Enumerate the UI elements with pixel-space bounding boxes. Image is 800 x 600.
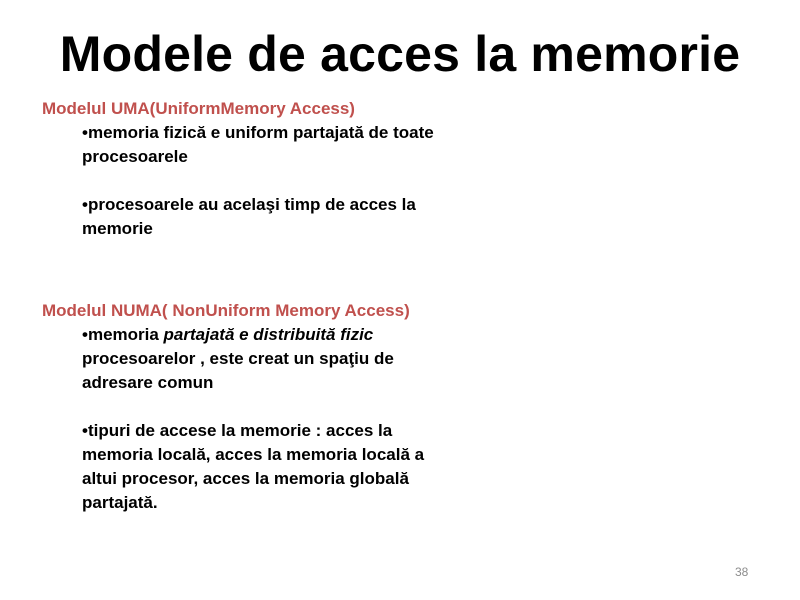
spacer (42, 169, 462, 193)
bullet-numa-2 (82, 419, 442, 515)
bullet-text: procesoarele au acelaşi timp de acces la memorie (82, 195, 416, 238)
bullet-marker: • (82, 325, 88, 344)
section-heading-numa: Modelul NUMA( NonUniform Memory Access) (42, 301, 410, 320)
slide-title: Modele de acces la memorie (59, 26, 741, 82)
bullet-numa-1 (82, 323, 442, 395)
slide-number: 38 (735, 565, 749, 579)
bullet-marker: • (82, 421, 88, 440)
bullet-text: memoria fizică e uniform partajată de toate procesoarele (82, 123, 434, 166)
spacer (42, 241, 462, 299)
slide-content (42, 97, 462, 515)
bullet-marker: • (82, 123, 88, 142)
bullet-marker: • (82, 195, 88, 214)
bullet-text-pre: memoria (87, 325, 164, 344)
section-heading-uma: Modelul UMA(UniformMemory Access) (42, 99, 355, 118)
bullet-text-italic: partajată e distribuită fizic (163, 325, 374, 344)
bullet-text-post: procesoarelor , este creat un spaţiu de adresare comun (82, 349, 394, 392)
bullet-text: tipuri de accese la memorie : acces la memoria locală, acces la memoria locală a altui procesor, acces la memoria globală partajată. (82, 421, 425, 512)
bullet-uma-2 (82, 193, 442, 241)
bullet-uma-1 (82, 121, 442, 169)
spacer (42, 395, 462, 419)
